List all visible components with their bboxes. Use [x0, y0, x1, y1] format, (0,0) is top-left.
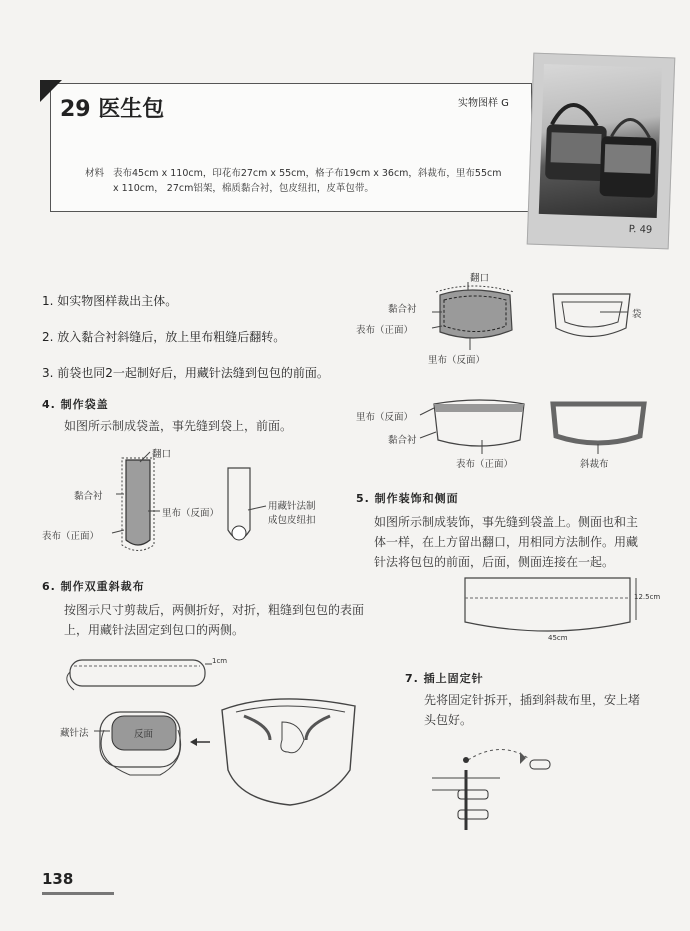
step-5-line-2: 体一样，在上方留出翻口，用相同方法制作。用藏: [374, 535, 639, 549]
label-dim-45: 45cm: [548, 634, 568, 642]
label-biaobu-3: 表布（正面）: [42, 531, 100, 542]
label-dim-12-5: 12.5cm: [634, 593, 661, 601]
label-libu-1: 里布（反面）: [428, 355, 486, 366]
label-biaobu-2: 表布（正面）: [456, 459, 514, 470]
materials-label: 材料: [85, 168, 105, 179]
label-xiecaibu: 斜裁布: [580, 459, 609, 470]
lid-diagram: [420, 400, 524, 454]
bag-binding-diagram: [222, 699, 355, 805]
step-5-line-3: 针法将包包的前面，后面，侧面连接在一起。: [374, 555, 615, 569]
materials-line-1: 表布45cm x 110cm，印花布27cm x 55cm，格子布19cm x 36cm，斜裁布，里布55cm: [113, 168, 502, 179]
binding-roll-diagram: [67, 660, 212, 690]
arrow-icon: [190, 738, 210, 746]
label-biaobu-1: 表布（正面）: [356, 325, 414, 336]
label-cangzhen-note-2: 成包皮纽扣: [268, 515, 316, 526]
page-number: 138: [42, 870, 74, 888]
label-cangzhenfa: 藏针法: [60, 728, 89, 739]
label-nianheche-1: 黏合衬: [388, 304, 417, 315]
label-libu-3: 里布（反面）: [162, 508, 220, 519]
step-3: 3. 前袋也同2一起制好后，用藏针法缝到包包的前面。: [42, 366, 329, 380]
step-1: 1. 如实物图样裁出主体。: [42, 294, 178, 308]
label-fankou-top: 翻口: [470, 273, 490, 284]
step-6-title: 6. 制作双重斜裁布: [42, 580, 145, 593]
pattern-reference: 实物图样 G: [458, 98, 509, 109]
photo-page-ref: P. 49: [628, 224, 653, 236]
step-7-line-1: 先将固定针拆开，插到斜裁布里，安上堵: [424, 693, 641, 707]
step-4-title: 4. 制作袋盖: [42, 398, 109, 411]
step-6-line-1: 按图示尺寸剪裁后，两侧折好，对折，粗缝到包包的表面: [64, 603, 365, 617]
label-cangzhen-note-1: 用藏针法制: [268, 501, 316, 512]
purse-stitched-diagram: [94, 712, 181, 775]
materials-line-2: x 110cm， 27cm铝架，棉质黏合衬，包皮纽扣，皮革包带。: [113, 183, 374, 194]
label-fankou-flap: 翻口: [152, 449, 172, 460]
label-libu-2: 里布（反面）: [356, 412, 414, 423]
bag-pocket-diagram: [553, 294, 630, 337]
step-2: 2. 放入黏合衬斜缝后，放上里布粗缝后翻转。: [42, 330, 286, 344]
purse-body-diagram: [432, 282, 514, 350]
label-dai: 袋: [632, 309, 642, 320]
step-4-body: 如图所示制成袋盖，事先缝到袋上，前面。: [64, 419, 293, 433]
label-dim-1: 1cm: [212, 657, 228, 665]
label-fanmian: 反面: [134, 729, 154, 740]
step-5-title: 5. 制作装饰和侧面: [356, 492, 459, 505]
step-5-line-1: 如图所示制成装饰，事先缝到袋盖上。侧面也和主: [374, 515, 639, 529]
label-nianheche-2: 黏合衬: [388, 435, 417, 446]
page-title: 29 医生包: [60, 97, 165, 122]
side-panel-diagram: [553, 404, 644, 454]
flap-diagram: [112, 452, 266, 551]
step-7-title: 7. 插上固定针: [405, 672, 484, 685]
page-number-rule: [42, 892, 114, 895]
step-6-line-2: 上，用藏针法固定到包口的两侧。: [64, 623, 245, 637]
label-nianheche-3: 黏合衬: [74, 491, 103, 502]
pin-insert-diagram: [432, 749, 550, 830]
step-7-line-2: 头包好。: [424, 713, 473, 727]
bias-strip-diagram: [465, 578, 636, 631]
